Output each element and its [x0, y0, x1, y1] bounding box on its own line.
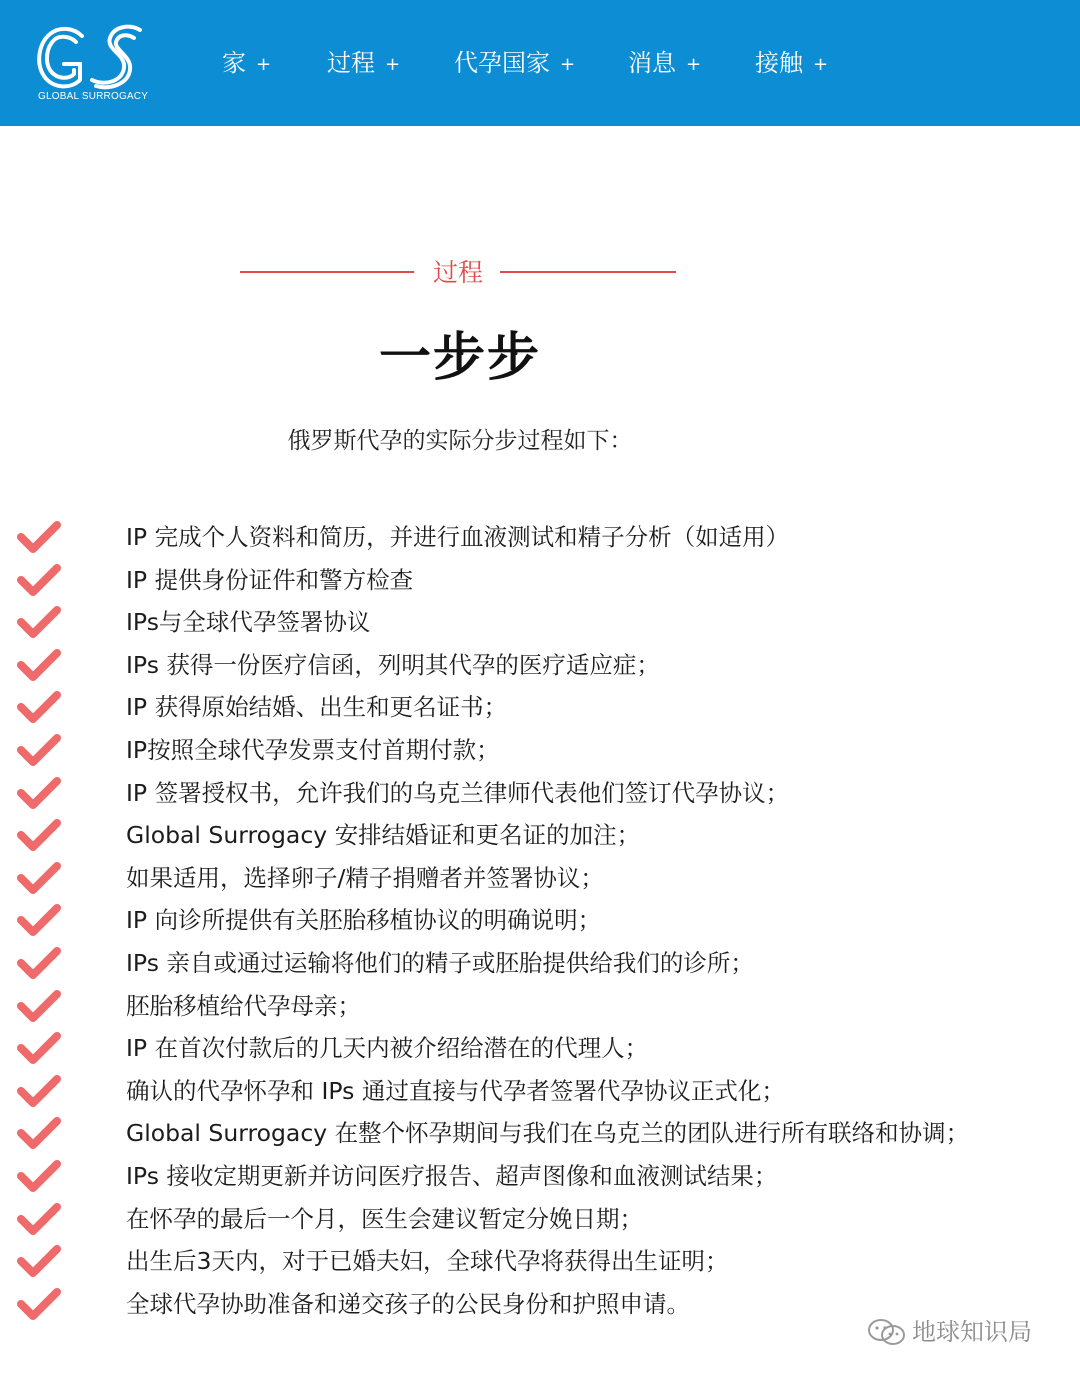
watermark — [866, 1314, 1066, 1350]
step-text: IP 提供身份证件和警方检查 — [126, 565, 414, 594]
list-item — [0, 1154, 1080, 1197]
checkmark-icon — [16, 1074, 62, 1108]
nav-label: 家 — [222, 49, 246, 77]
plus-icon: + — [813, 54, 829, 75]
checkmark-icon — [16, 1116, 62, 1150]
checkmark-icon — [16, 989, 62, 1023]
step-text: IPs与全球代孕签署协议 — [126, 608, 371, 637]
list-item — [0, 771, 1080, 814]
checkmark-icon — [16, 563, 62, 597]
nav-item-home[interactable] — [222, 44, 271, 84]
list-item — [0, 1239, 1080, 1282]
step-text: IP 在首次付款后的几天内被介绍给潜在的代理人； — [126, 1034, 649, 1063]
step-text: IPs 亲自或通过运输将他们的精子或胚胎提供给我们的诊所； — [126, 948, 754, 977]
wechat-icon — [866, 1317, 908, 1347]
list-item — [0, 984, 1080, 1027]
step-text: 全球代孕协助准备和递交孩子的公民身份和护照申请。 — [126, 1289, 690, 1318]
site-header — [0, 0, 1080, 126]
checkmark-icon — [16, 1244, 62, 1278]
logo-text: GLOBAL SURROGACY — [38, 91, 149, 102]
checkmark-icon — [16, 1202, 62, 1236]
list-item — [0, 1026, 1080, 1069]
step-text: IPs 接收定期更新并访问医疗报告、超声图像和血液测试结果； — [126, 1161, 778, 1190]
list-item — [0, 600, 1080, 643]
nav-item-countries[interactable] — [454, 44, 575, 84]
plus-icon: + — [256, 54, 272, 75]
step-text: Global Surrogacy 安排结婚证和更名证的加注； — [126, 821, 641, 850]
nav-item-news[interactable] — [628, 44, 701, 84]
step-text: IP 获得原始结婚、出生和更名证书； — [126, 693, 508, 722]
nav-label: 过程 — [327, 49, 375, 77]
plus-icon: + — [686, 54, 702, 75]
checkmark-icon — [16, 605, 62, 639]
checkmark-icon — [16, 946, 62, 980]
checkmark-icon — [16, 520, 62, 554]
list-item — [0, 1111, 1080, 1154]
checkmark-icon — [16, 903, 62, 937]
list-item — [0, 643, 1080, 686]
step-text: 如果适用，选择卵子/精子捐赠者并签署协议； — [126, 863, 604, 892]
list-item — [0, 1197, 1080, 1240]
nav-item-contact[interactable] — [755, 44, 828, 84]
list-item — [0, 728, 1080, 771]
main-nav — [0, 44, 1080, 84]
page-title: 一步步 — [378, 328, 541, 388]
step-text: 确认的代孕怀孕和 IPs 通过直接与代孕者签署代孕协议正式化； — [126, 1076, 785, 1105]
nav-label: 消息 — [628, 49, 676, 77]
list-item — [0, 856, 1080, 899]
section-eyebrow — [0, 256, 1080, 290]
nav-label: 代孕国家 — [454, 49, 550, 77]
plus-icon: + — [560, 54, 576, 75]
step-text: IP 完成个人资料和简历，并进行血液测试和精子分析（如适用） — [126, 523, 790, 551]
checkmark-icon — [16, 1159, 62, 1193]
intro-text: 俄罗斯代孕的实际分步过程如下： — [287, 428, 633, 454]
checkmark-icon — [16, 648, 62, 682]
checkmark-icon — [16, 1031, 62, 1065]
watermark-text: 地球知识局 — [912, 1318, 1032, 1346]
nav-label: 接触 — [755, 49, 803, 77]
checkmark-icon — [16, 1287, 62, 1321]
list-item — [0, 941, 1080, 984]
plus-icon: + — [385, 54, 401, 75]
list-item — [0, 515, 1080, 558]
checkmark-icon — [16, 861, 62, 895]
step-text: 出生后3天内，对于已婚夫妇，全球代孕将获得出生证明； — [126, 1247, 729, 1276]
eyebrow-label: 过程 — [432, 258, 483, 287]
checkmark-icon — [16, 690, 62, 724]
list-item — [0, 685, 1080, 728]
checkmark-icon — [16, 733, 62, 767]
list-item — [0, 1069, 1080, 1112]
checkmark-icon — [16, 776, 62, 810]
list-item — [0, 558, 1080, 601]
step-text: IP 向诊所提供有关胚胎移植协议的明确说明； — [126, 906, 602, 935]
list-item — [0, 898, 1080, 941]
step-text: IPs 获得一份医疗信函，列明其代孕的医疗适应症； — [126, 650, 660, 679]
step-text: Global Surrogacy 在整个怀孕期间与我们在乌克兰的团队进行所有联络和协调； — [126, 1119, 970, 1148]
step-text: 在怀孕的最后一个月，医生会建议暂定分娩日期； — [126, 1204, 643, 1233]
nav-item-process[interactable] — [327, 44, 400, 84]
step-text: IP 签署授权书，允许我们的乌克兰律师代表他们签订代孕协议； — [126, 778, 790, 807]
divider-right — [500, 271, 676, 273]
step-text: 胚胎移植给代孕母亲； — [126, 991, 361, 1020]
step-text: IP按照全球代孕发票支付首期付款； — [126, 735, 500, 764]
divider-left — [240, 271, 414, 273]
list-item — [0, 813, 1080, 856]
checkmark-icon — [16, 818, 62, 852]
steps-list — [0, 515, 1080, 1324]
